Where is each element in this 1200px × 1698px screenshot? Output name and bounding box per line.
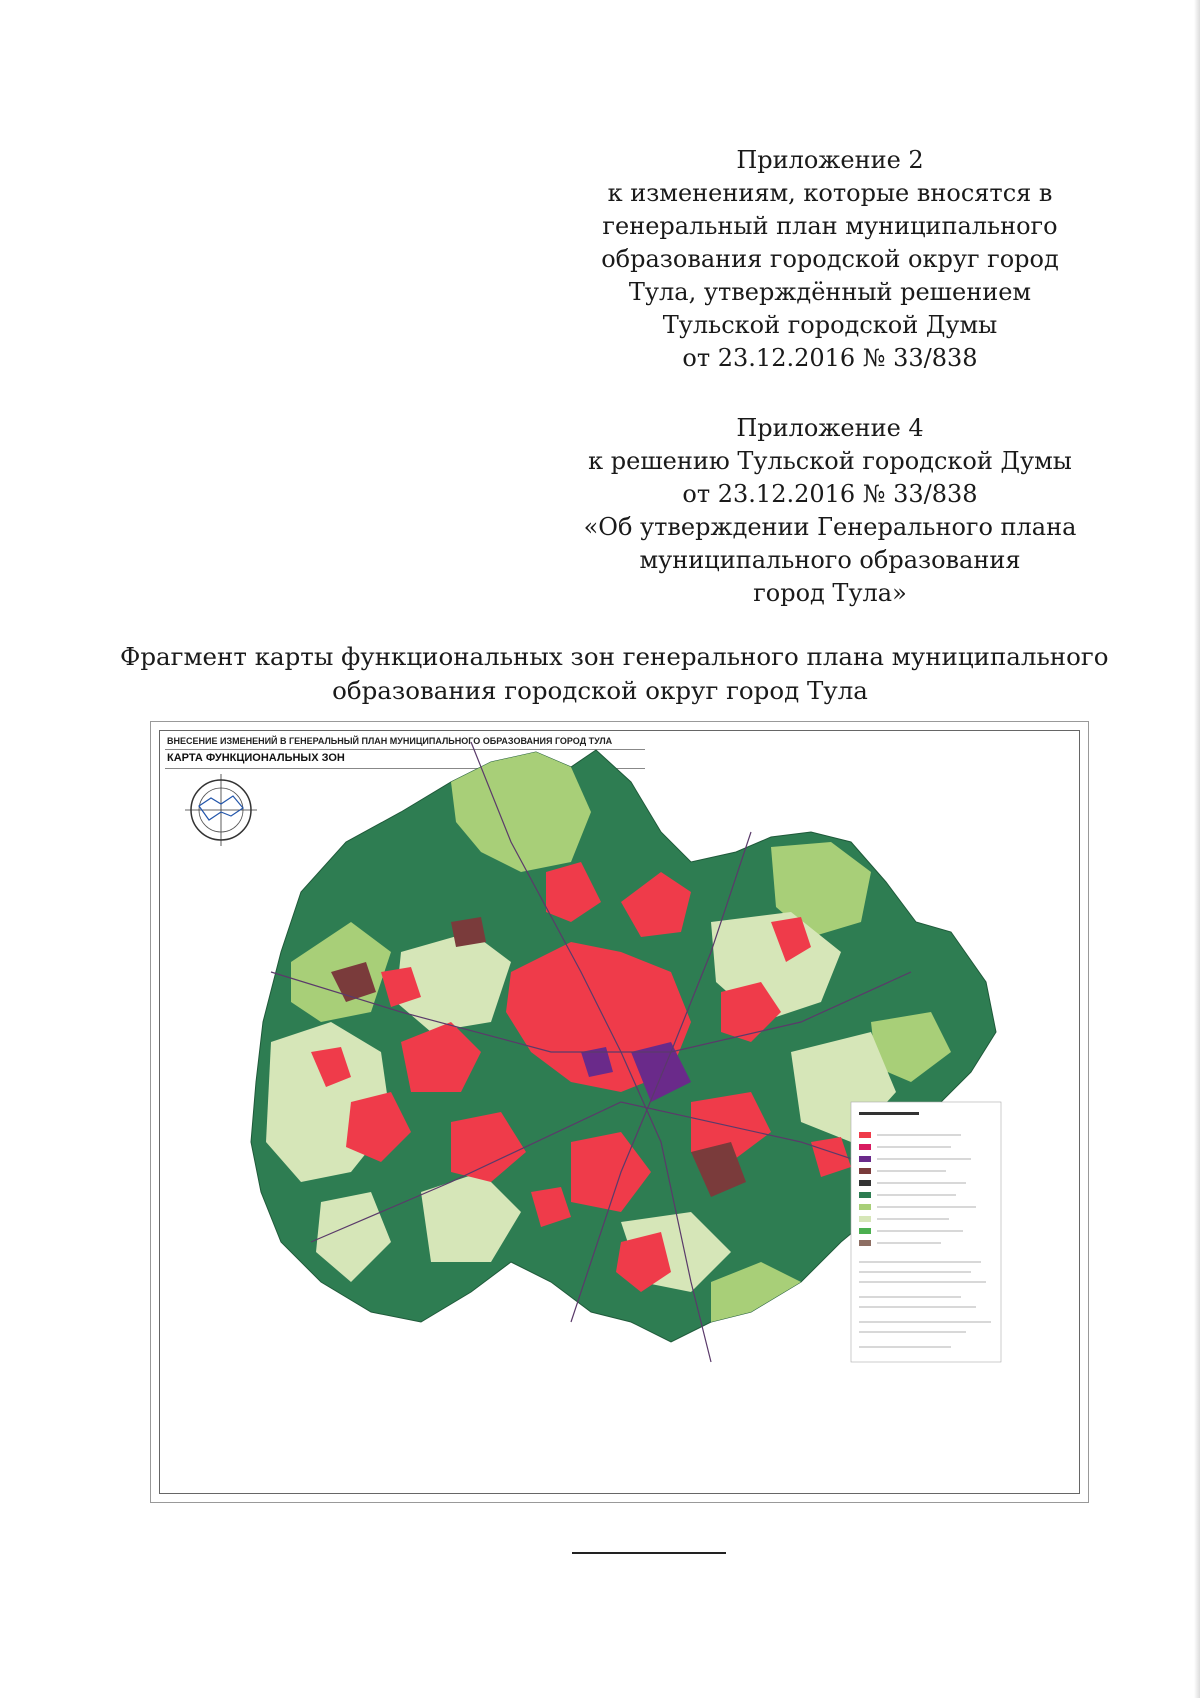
map-caption — [120, 640, 1109, 708]
annex-2-line: образования городской округ город — [601, 245, 1059, 273]
annex-4-line: Приложение 4 — [736, 414, 924, 442]
annex-4-line: от 23.12.2016 № 33/838 — [682, 480, 978, 508]
annex-2-line: к изменениям, которые вносятся в — [607, 179, 1053, 207]
compass-rose-icon — [185, 774, 257, 846]
caption-line: образования городской округ город Тула — [332, 676, 868, 705]
annex-2-block — [560, 144, 1100, 375]
map-header-title: ВНЕСЕНИЕ ИЗМЕНЕНИЙ В ГЕНЕРАЛЬНЫЙ ПЛАН МУНИЦИПАЛЬНОГО ОБРАЗОВАНИЯ ГОРОД ТУЛА — [167, 736, 613, 746]
annex-4-line: муниципального образования — [639, 546, 1021, 574]
caption-line: Фрагмент карты функциональных зон генерального плана муниципального — [120, 642, 1109, 671]
page-edge-shadow — [1194, 0, 1200, 1698]
annex-2-line: от 23.12.2016 № 33/838 — [682, 344, 978, 372]
annex-2-line: Приложение 2 — [736, 146, 924, 174]
annex-4-line: город Тула» — [753, 579, 907, 607]
annex-2-line: Тула, утверждённый решением — [628, 278, 1032, 306]
annex-2-line: генеральный план муниципального — [602, 212, 1058, 240]
annex-2-line: Тульской городской Думы — [662, 311, 998, 339]
map-image — [151, 722, 1088, 1502]
map-header-subtitle: КАРТА ФУНКЦИОНАЛЬНЫХ ЗОН — [167, 752, 345, 764]
map-legend — [851, 1102, 1001, 1362]
annex-4-line: к решению Тульской городской Думы — [588, 447, 1072, 475]
annex-4-block — [560, 412, 1100, 610]
bottom-rule — [572, 1552, 726, 1554]
functional-zones-map — [150, 721, 1089, 1503]
annex-4-line: «Об утверждении Генерального плана — [583, 513, 1077, 541]
